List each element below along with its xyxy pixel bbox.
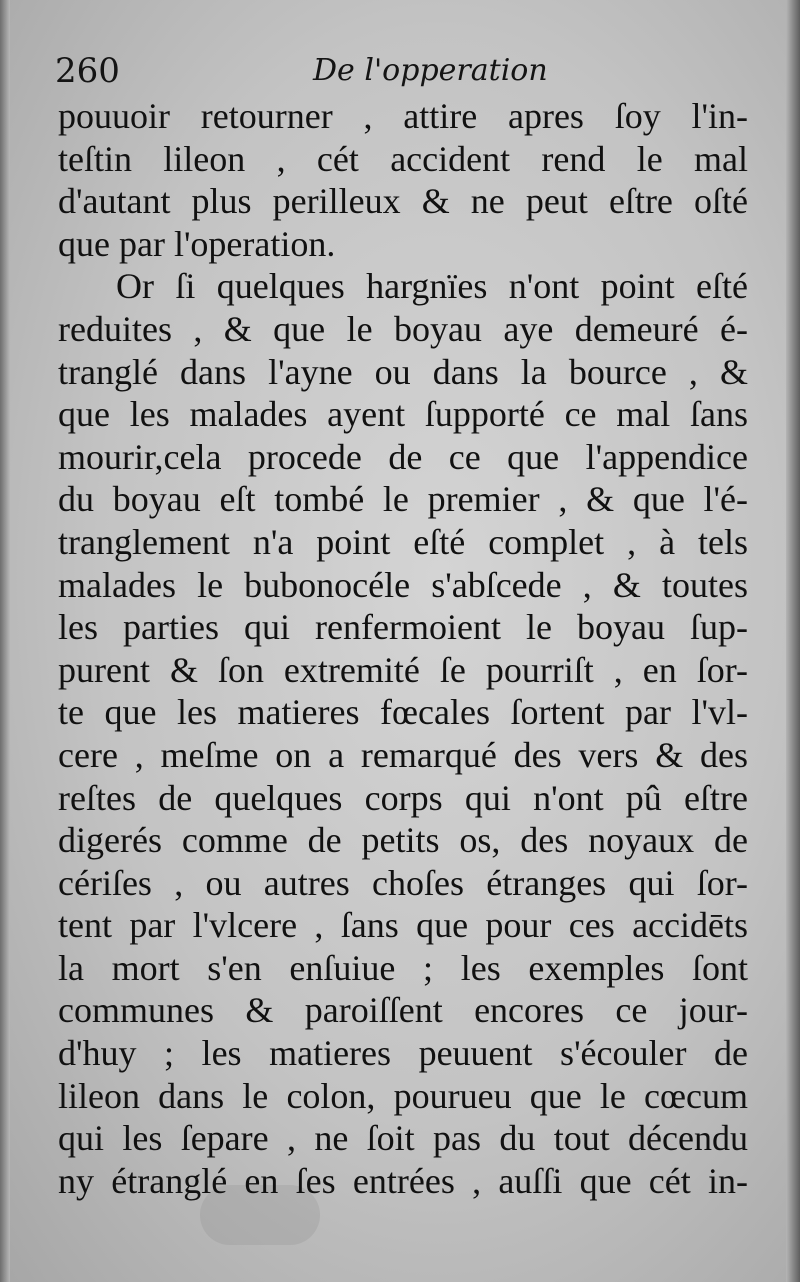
text-line: tent par l'vlcere , ſans que pour ces accidēts: [58, 905, 748, 946]
page-header: [55, 46, 755, 96]
text-line: purent & ſon extremité ſe pourriſt , en ſor-: [58, 649, 748, 690]
text-line: reſtes de quelques corps qui n'ont pû eſtre: [58, 777, 748, 818]
text-line: que par l'operation.: [58, 223, 336, 264]
page-right-edge-shadow: [786, 0, 800, 1282]
text-line: reduites , & que le boyau aye demeuré é-: [58, 308, 748, 349]
text-line: la mort s'en enſuiue ; les exemples ſont: [58, 947, 748, 988]
text-line: du boyau eſt tombé le premier , & que l'é-: [58, 479, 748, 520]
text-line: mourir,cela procede de ce que l'appendice: [58, 436, 748, 477]
text-line: tranglement n'a point eſté complet , à tels: [58, 521, 748, 562]
page-number: 260: [55, 51, 120, 91]
text-line: tranglé dans l'ayne ou dans la bource , &: [58, 351, 748, 392]
paragraph-first-line: Or ſi quelques hargnïes n'ont point eſté: [116, 266, 748, 307]
text-line: digerés comme de petits os, des noyaux de: [58, 820, 748, 861]
text-line: cere , meſme on a remarqué des vers & des: [58, 734, 748, 775]
text-line: d'huy ; les matieres peuuent s'écouler de: [58, 1033, 748, 1074]
text-line: communes & paroiſſent encores ce jour-: [58, 990, 748, 1031]
text-line: qui les ſepare , ne ſoit pas du tout décendu: [58, 1118, 748, 1159]
text-line: te que les matieres fœcales ſortent par l'vl-: [58, 692, 748, 733]
text-line: que les malades ayent ſupporté ce mal ſans: [58, 394, 748, 435]
running-head: De l'opperation: [313, 53, 548, 88]
text-line: les parties qui renfermoient le boyau ſup-: [58, 607, 748, 648]
text-line: ny étranglé en ſes entrées , auſſi que cét in-: [58, 1160, 748, 1201]
text-line: pouuoir retourner , attire apres ſoy l'in-: [58, 96, 748, 136]
body-text: [58, 95, 758, 1202]
text-line: cériſes , ou autres choſes étranges qui ſor-: [58, 862, 748, 903]
text-line: lileon dans le colon, pourueu que le cœcum: [58, 1075, 748, 1116]
text-line: malades le bubonocéle s'abſcede , & toutes: [58, 564, 748, 605]
page-left-edge-shadow: [0, 0, 10, 1282]
text-line: d'autant plus perilleux & ne peut eſtre oſté: [58, 181, 748, 222]
text-line: teſtin lileon , cét accident rend le mal: [58, 138, 748, 179]
